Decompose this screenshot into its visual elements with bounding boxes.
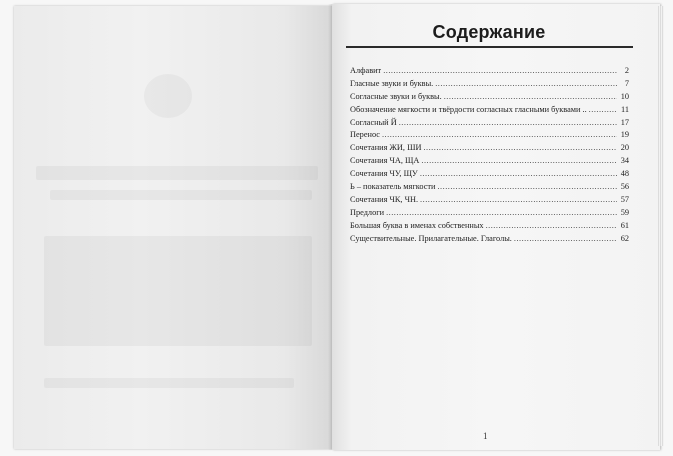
toc-entry-page: 57	[620, 194, 629, 204]
toc-entry	[350, 79, 629, 92]
toc-entry-label: Согласный Й	[350, 117, 397, 127]
toc-leader-dots	[423, 143, 617, 152]
toc-entry	[350, 92, 629, 105]
toc-leader-dots	[399, 118, 617, 127]
toc-leader-dots	[420, 169, 617, 178]
toc-title: Содержание	[432, 22, 546, 42]
bleed-through-line	[44, 378, 294, 388]
bleed-through-subheading	[50, 190, 312, 200]
toc-entry	[350, 221, 629, 234]
title-divider	[346, 46, 633, 48]
toc-leader-dots	[382, 130, 617, 139]
toc-entry	[350, 130, 629, 143]
toc-entry	[350, 105, 629, 118]
toc-leader-dots	[589, 105, 617, 114]
bleed-through-circle	[144, 74, 192, 118]
toc-entry-label: Сочетания ЖИ, ШИ	[350, 143, 422, 153]
toc-leader-dots	[386, 208, 617, 217]
toc-entry-page: 56	[620, 182, 629, 192]
toc-leader-dots	[444, 92, 617, 101]
toc-entry	[350, 156, 629, 169]
toc-entry	[350, 208, 629, 221]
toc-entry-label: Сочетания ЧА, ЩА	[350, 156, 420, 166]
toc-entry-label: Сочетания ЧК, ЧН.	[350, 194, 419, 204]
toc-entry-label: Согласные звуки и буквы.	[350, 91, 442, 101]
toc-entry	[350, 182, 629, 195]
page-edges	[658, 6, 664, 446]
page-number: 1	[483, 431, 488, 441]
toc-entry-page: 34	[620, 156, 629, 166]
toc-entry-label: Алфавит	[350, 66, 382, 75]
toc-entry-label: Перенос	[350, 130, 380, 140]
toc-entry	[350, 234, 629, 247]
toc-entry-label: Предлоги	[350, 207, 385, 217]
toc-entry-page: 59	[620, 207, 629, 217]
toc-entry	[350, 169, 629, 182]
toc-entry-page: 62	[620, 233, 629, 243]
toc-leader-dots	[435, 79, 617, 88]
left-page	[14, 6, 332, 449]
toc-leader-dots	[420, 195, 617, 204]
toc-leader-dots	[437, 182, 617, 191]
toc-entry-label: Большая буква в именах собственных	[350, 220, 484, 230]
toc-leader-dots	[486, 221, 617, 230]
toc-entry-page: 19	[620, 130, 629, 140]
toc-entry-label: Гласные звуки и буквы.	[350, 78, 434, 88]
toc-leader-dots	[421, 156, 617, 165]
toc-entry	[350, 195, 629, 208]
toc-entry-page: 48	[620, 169, 629, 179]
toc-list	[350, 66, 629, 246]
toc-entry-page: 17	[620, 117, 629, 127]
toc-entry-page: 2	[624, 66, 629, 75]
toc-entry-page: 10	[620, 91, 629, 101]
toc-entry	[350, 143, 629, 156]
toc-entry-label: Сочетания ЧУ, ЩУ	[350, 169, 418, 179]
toc-entry-page: 20	[620, 143, 629, 153]
toc-entry	[350, 66, 629, 79]
toc-entry-label: Существительные. Прилагательные. Глаголы.	[350, 233, 512, 243]
toc-entry	[350, 118, 629, 131]
toc-leader-dots	[383, 66, 617, 75]
bleed-through-heading	[36, 166, 318, 180]
toc-entry-page: 7	[624, 78, 629, 88]
toc-leader-dots	[514, 234, 617, 243]
toc-entry-label: Обозначение мягкости и твёрдости согласных гласными буквами ..	[350, 104, 587, 114]
toc-entry-page: 11	[621, 104, 629, 114]
toc-entry-page: 61	[620, 220, 629, 230]
bleed-through-block	[44, 236, 312, 346]
toc-entry-label: Ь – показатель мягкости	[350, 182, 436, 192]
